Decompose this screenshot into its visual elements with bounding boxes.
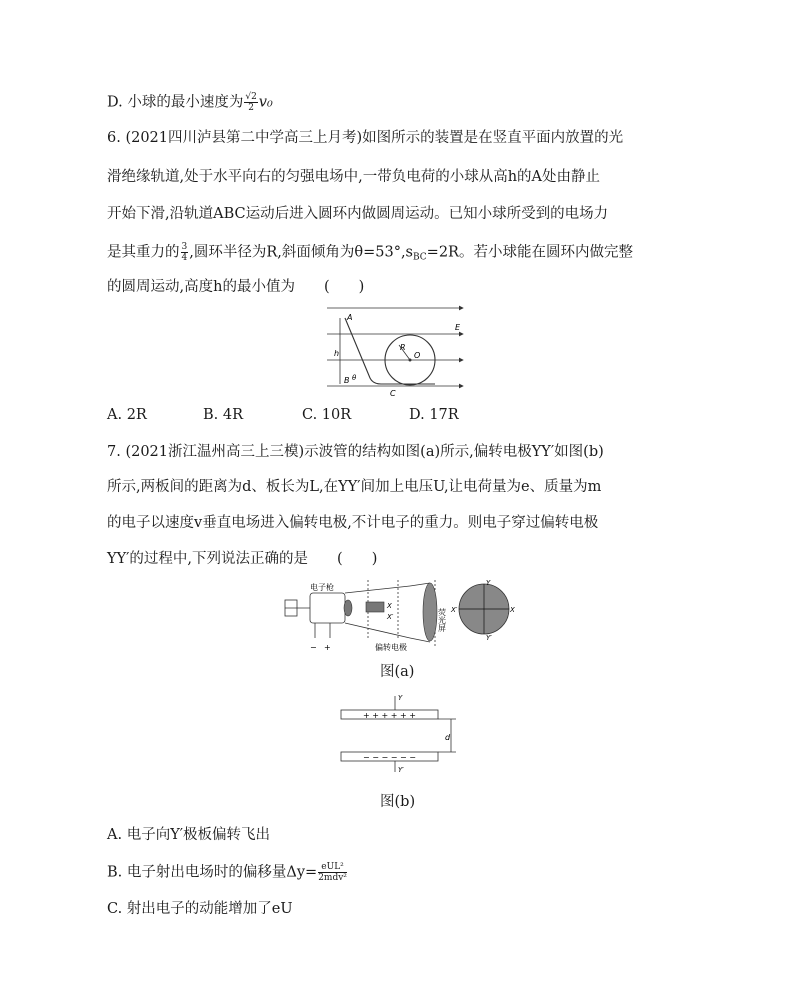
label-xp: X′ [451, 606, 458, 614]
q6-line-5: 的圆周运动,高度h的最小值为 ( ) [107, 279, 365, 295]
label-plus: + [324, 643, 331, 652]
label-deflection-electrode: 偏转电极 [375, 643, 407, 652]
label-o: O [414, 351, 421, 360]
label-xp-small: X′ [387, 613, 394, 621]
top-plate-charges: + + + + + + [363, 711, 416, 720]
q5-option-d-prefix: D. 小球的最小速度为 [107, 94, 244, 111]
q7-option-a[interactable]: A. 电子向Y′极板偏转飞出 [107, 827, 271, 843]
q5-option-d[interactable] [107, 92, 273, 113]
q7-figure-b-caption: 图(b) [380, 794, 416, 810]
q6-option-a[interactable]: A. 2R [107, 407, 147, 423]
q6-line-1: 6. (2021四川泸县第二中学高三上月考)如图所示的装置是在竖直平面内放置的光 [107, 130, 624, 146]
q6-line-2: 滑绝缘轨道,处于水平向右的匀强电场中,一带负电荷的小球从高h的A处由静止 [107, 169, 601, 185]
q6-option-d[interactable]: D. 17R [409, 407, 459, 423]
label-theta: θ [352, 374, 357, 382]
q6-line-3: 开始下滑,沿轨道ABC运动后进入圆环内做圆周运动。已知小球所受到的电场力 [107, 206, 609, 222]
q5-option-d-fraction: $\frac{√2}{2}$ [245, 92, 257, 113]
label-y: Y [486, 579, 491, 587]
q7-figure-a-caption: 图(a) [380, 664, 415, 680]
q7-option-c[interactable]: C. 射出电子的动能增加了eU [107, 901, 293, 917]
label-h: h [334, 349, 340, 358]
q7-option-b[interactable]: B. 电子射出电场时的偏移量Δy= $\frac{\text{eUL²}}{\text{2mdv²}}$ [107, 862, 347, 883]
label-d: d [445, 733, 451, 742]
q7-figure-b [338, 690, 463, 775]
label-minus: − [310, 643, 317, 652]
label-electron-gun: 电子枪 [310, 583, 334, 592]
bottom-plate-charges: − − − − − − [363, 753, 416, 762]
label-e: E [455, 323, 461, 332]
q6-option-b[interactable]: B. 4R [203, 407, 244, 423]
label-b: B [344, 376, 350, 385]
q7-line-3: 的电子以速度v垂直电场进入偏转电极,不计电子的重力。则电子穿过偏转电极 [107, 515, 599, 531]
q6-figure [325, 300, 470, 400]
q7-line-1: 7. (2021浙江温州高三上三模)示波管的结构如图(a)所示,偏转电极YY′如图(b) [107, 444, 604, 460]
q7-line-2: 所示,两板间的距离为d、板长为L,在YY′间加上电压U,让电荷量为e、质量为m [107, 479, 602, 495]
label-screen: 荧光屏 [437, 608, 447, 632]
label-x: X [510, 606, 515, 614]
q6-option-c[interactable]: C. 10R [302, 407, 352, 423]
label-y: Y [398, 694, 403, 702]
label-x-small: X [387, 602, 392, 610]
label-yp: Y′ [398, 766, 404, 774]
q5-option-d-suffix: v₀ [258, 94, 273, 111]
q7-figure-a [280, 578, 520, 653]
q6-line-4: 是其重力的 $\frac{3}{4}$ ,圆环半径为R,斜面倾角为$\theta=53^\circ,s_{BC}=2R$。若小球能在圆环内做完整 [107, 242, 633, 263]
q6-fraction: $\frac{3}{4}$ [181, 242, 188, 263]
label-a: A [347, 313, 353, 322]
label-r: R [400, 343, 406, 352]
label-yp: Y′ [486, 634, 492, 642]
q7-line-4: YY′的过程中,下列说法正确的是 ( ) [107, 551, 378, 567]
q7-option-b-fraction: $\frac{\text{eUL²}}{\text{2mdv²}}$ [318, 862, 347, 883]
label-c: C [390, 389, 396, 398]
